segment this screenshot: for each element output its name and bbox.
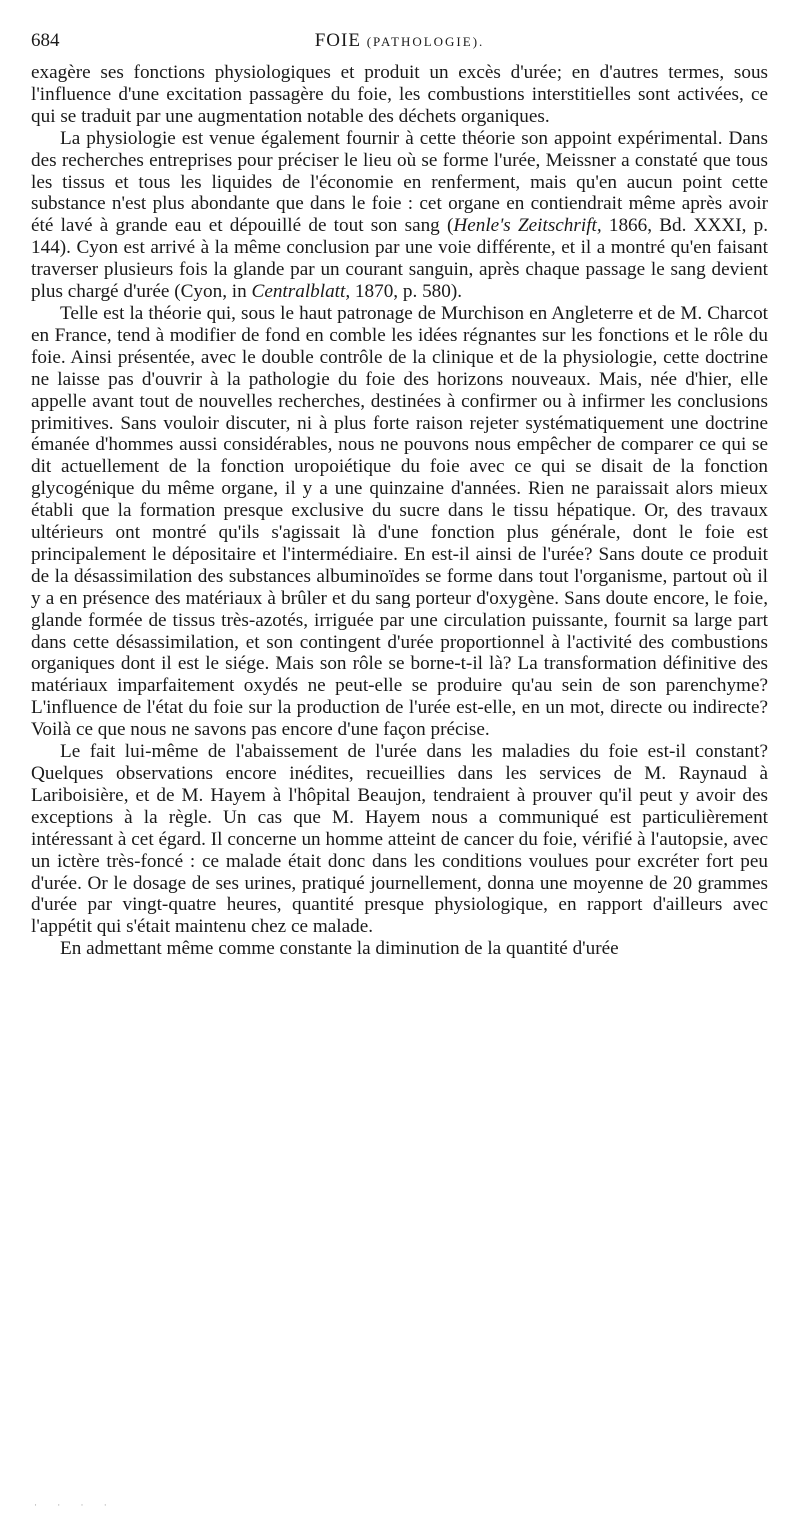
paragraph bbox=[31, 128, 768, 303]
paragraph bbox=[31, 303, 768, 741]
paragraph bbox=[31, 938, 768, 960]
paragraph-text: 1866, Bd. XXXI, p. 144). Cyon est arrivé à la même conclusion par une voie différente, et il a montré qu'en faisant traverser plusieurs fois la glande par un courant sanguin, après chaque passage le sang devient plus chargé d'urée (Cyon, in bbox=[31, 215, 768, 303]
page-number: 684 bbox=[31, 30, 60, 51]
paragraph-text: exagère ses fonctions physiologiques et produit un excès d'urée; en d'autres termes, sous l'influence d'une excitation passagère du foie, les combustions interstitielles sont activées, ce qui se traduit par une augmentation notable des déchets organiques. bbox=[31, 62, 768, 127]
running-title bbox=[31, 30, 768, 52]
paragraph-text: Le fait lui-même de l'abaissement de l'urée dans les maladies du foie est-il constant? Quelques observations encore inédites, recueillies dans les services de M. Raynaud à Lariboisière, et de M. Hayem à l'hôpital Beaujon, tendraient à prouver qu'il peut y avoir des exceptions à la règle. Un cas que M. Hayem nous a communiqué est particulièrement intéressant à cet égard. Il concerne un homme atteint de cancer du foie, vérifié à l'autopsie, avec un ictère très-foncé : ce malade était donc dans les conditions voulues pour excréter fort peu d'urée. Or le dosage de ses urines, pratiqué journellement, donna une moyenne de 20 grammes d'urée par vingt-quatre heures, quantité presque physiologique, en rapport d'ailleurs avec l'appétit qui s'était maintenu chez ce malade. bbox=[31, 741, 768, 938]
body-text bbox=[31, 62, 768, 960]
paragraph bbox=[31, 62, 768, 128]
running-head bbox=[31, 24, 768, 54]
running-title-subtitle: (PATHOLOGIE). bbox=[366, 34, 485, 49]
citation-title: Centralblatt, bbox=[251, 281, 351, 303]
paragraph-text: Telle est la théorie qui, sous le haut patronage de Murchison en Angleterre et de M. Charcot en France, tend à modifier de fond en comble les idées régnantes sur les fonctions et le rôle du foie. Ainsi présentée, avec le double contrôle de la clinique et de la physiologie, cette doctrine ne laisse pas d'ouvrir à la pathologie du foie des horizons nouveaux. Mais, née d'hier, elle appelle avant tout de nouvelles recherches, destinées à confirmer ou à infirmer les conclusions primitives. Sans vouloir discuter, ni à plus forte raison rejeter systématiquement une doctrine émanée d'hommes aussi considérables, nous ne pouvons nous empêcher de comparer ce qui se dit actuellement de la fonction uropoiétique du foie avec ce qui se disait de la fonction glycogénique du même organe, il y a une quinzaine d'années. Rien ne paraissait alors mieux établi que la formation presque exclusive du sucre dans le tissu hépatique. Or, des travaux ultérieurs ont montré qu'ils s'agissait là d'une fonction plus générale, dont le foie est principalement le dépositaire et l'intermédiaire. En est-il ainsi de l'urée? Sans doute ce produit de la désassimilation des substances albuminoïdes se forme dans tout l'organisme, partout où il y a en présence des matériaux à brûler et du sang porteur d'oxygène. Sans doute encore, le foie, glande formée de tissus très-azotés, irriguée par une circulation puissante, fournit sa large part dans cette désassimilation, et son contingent d'urée proportionnel à l'activité des combustions organiques dont il est le siége. Mais son rôle se borne-t-il là? La transformation définitive des matériaux imparfaitement oxydés ne peut-elle se produire qu'au sein de son parenchyme? L'influence de l'état du foie sur la production de l'urée est-elle, en un mot, directe ou indirecte? Voilà ce que nous ne savons pas encore d'une façon précise. bbox=[31, 302, 768, 741]
running-title-main: FOIE bbox=[314, 30, 361, 51]
paragraph-text: En admettant même comme constante la diminution de la quantité d'urée bbox=[60, 938, 619, 960]
paragraph bbox=[31, 741, 768, 938]
citation-title: Henle's Zeitschrift, bbox=[453, 215, 602, 237]
paragraph-text: La physiologie est venue également fournir à cette théorie son appoint expérimental. Dans des recherches entreprises pour préciser le lieu où se forme l'urée, Meissner a constaté que tous les tissus et tous les liquides de l'économie en renferment, mais qu'en aucun point cette substance n'est plus abondante que dans le foie : cet organe en contiendrait même après avoir été lavé à grande eau et dépouillé de tout son sang ( bbox=[31, 127, 768, 237]
paragraph-text: 1870, p. 580). bbox=[350, 281, 463, 303]
print-specks: · · · · bbox=[34, 1500, 116, 1510]
